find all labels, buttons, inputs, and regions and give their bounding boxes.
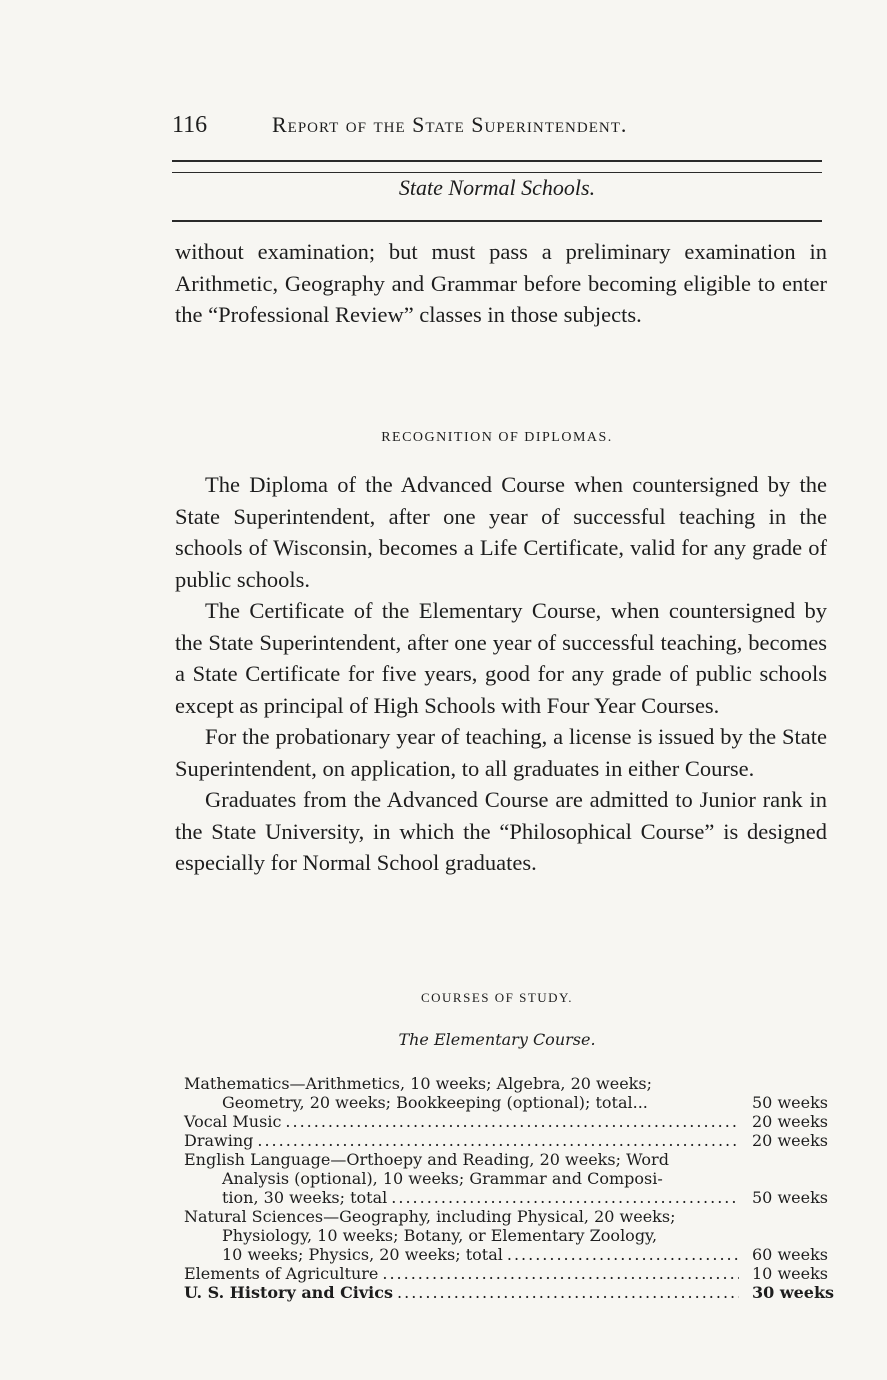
course-text: English Language—Orthoepy and Reading, 20 weeks; Word bbox=[184, 1150, 669, 1169]
course-weeks: 60 weeks bbox=[752, 1245, 828, 1264]
recognition-heading: RECOGNITION OF DIPLOMAS. bbox=[381, 430, 613, 445]
course-text: Analysis (optional), 10 weeks; Grammar and Composi- bbox=[222, 1169, 663, 1188]
elementary-course-heading: The Elementary Course. bbox=[398, 1030, 596, 1049]
recognition-paragraph: For the probationary year of teaching, a license is issued by the State Superintendent, on application, to all graduates in either Course. bbox=[175, 724, 827, 781]
course-text: Vocal Music bbox=[184, 1112, 282, 1131]
course-text: Physiology, 10 weeks; Botany, or Elementary Zoology, bbox=[222, 1226, 658, 1245]
course-weeks: 20 weeks bbox=[752, 1131, 828, 1150]
course-text: Natural Sciences—Geography, including Physical, 20 weeks; bbox=[184, 1207, 676, 1226]
course-line bbox=[184, 1112, 739, 1131]
course-text: Drawing bbox=[184, 1131, 254, 1150]
course-text: U. S. History and Civics bbox=[184, 1283, 394, 1302]
course-item-vocal-music bbox=[184, 1112, 839, 1131]
recognition-section bbox=[175, 469, 827, 879]
recognition-paragraph: The Diploma of the Advanced Course when countersigned by the State Superintendent, after one year of successful teaching in the schools of Wisconsin, becomes a Life Certificate, valid for any grade of public schools. bbox=[175, 472, 827, 592]
dot-leader bbox=[382, 1264, 739, 1283]
course-line bbox=[184, 1283, 739, 1302]
course-line bbox=[184, 1169, 739, 1188]
header-rule-bottom bbox=[172, 220, 822, 222]
course-line bbox=[184, 1245, 739, 1264]
running-head bbox=[172, 112, 822, 152]
course-item-natural-sciences bbox=[184, 1207, 839, 1264]
course-text: tion, 30 weeks; total bbox=[222, 1188, 388, 1207]
course-line bbox=[184, 1093, 739, 1112]
course-line bbox=[184, 1264, 739, 1283]
course-list bbox=[184, 1074, 839, 1302]
course-item-agriculture bbox=[184, 1264, 839, 1283]
course-item-mathematics bbox=[184, 1074, 839, 1112]
dot-leader bbox=[391, 1188, 739, 1207]
report-title: Report of the State Superintendent. bbox=[272, 112, 628, 137]
dot-leader bbox=[257, 1131, 739, 1150]
course-item-history-civics bbox=[184, 1283, 839, 1302]
course-line bbox=[184, 1074, 739, 1093]
continuation-paragraph: without examination; but must pass a preliminary examination in Arithmetic, Geography and Grammar before becoming eligible to enter the “Professional Review” classes in those subjects. bbox=[175, 239, 827, 327]
course-line bbox=[184, 1226, 739, 1245]
course-weeks: 50 weeks bbox=[752, 1188, 828, 1207]
recognition-paragraph: The Certificate of the Elementary Course, when countersigned by the State Superintendent, after one year of successful teaching, becomes a State Certificate for five years, good for any grade of public schools except as principal of High Schools with Four Year Courses. bbox=[175, 598, 827, 718]
course-text: 10 weeks; Physics, 20 weeks; total bbox=[222, 1245, 503, 1264]
course-weeks: 20 weeks bbox=[752, 1112, 828, 1131]
dot-leader bbox=[397, 1283, 739, 1302]
course-item-english-language bbox=[184, 1150, 839, 1207]
course-text: Geometry, 20 weeks; Bookkeeping (optional); total... bbox=[222, 1093, 648, 1112]
course-line bbox=[184, 1207, 739, 1226]
dot-leader bbox=[285, 1112, 739, 1131]
recognition-paragraph: Graduates from the Advanced Course are admitted to Junior rank in the State University, in which the “Philosophical Course” is designed especially for Normal School graduates. bbox=[175, 787, 827, 875]
course-line bbox=[184, 1131, 739, 1150]
course-weeks: 10 weeks bbox=[752, 1264, 828, 1283]
course-text: Mathematics—Arithmetics, 10 weeks; Algebra, 20 weeks; bbox=[184, 1074, 652, 1093]
courses-heading: COURSES OF STUDY. bbox=[420, 990, 574, 1005]
page-number: 116 bbox=[172, 112, 208, 138]
course-text: Elements of Agriculture bbox=[184, 1264, 379, 1283]
continuation-text bbox=[175, 236, 827, 331]
course-line bbox=[184, 1188, 739, 1207]
header-rule-inner bbox=[172, 172, 822, 173]
section-title: State Normal Schools. bbox=[398, 175, 596, 200]
course-item-drawing bbox=[184, 1131, 839, 1150]
dot-leader bbox=[507, 1245, 739, 1264]
course-weeks: 50 weeks bbox=[752, 1093, 828, 1112]
course-line bbox=[184, 1150, 739, 1169]
header-rule-top bbox=[172, 160, 822, 162]
course-weeks: 30 weeks bbox=[752, 1283, 835, 1302]
